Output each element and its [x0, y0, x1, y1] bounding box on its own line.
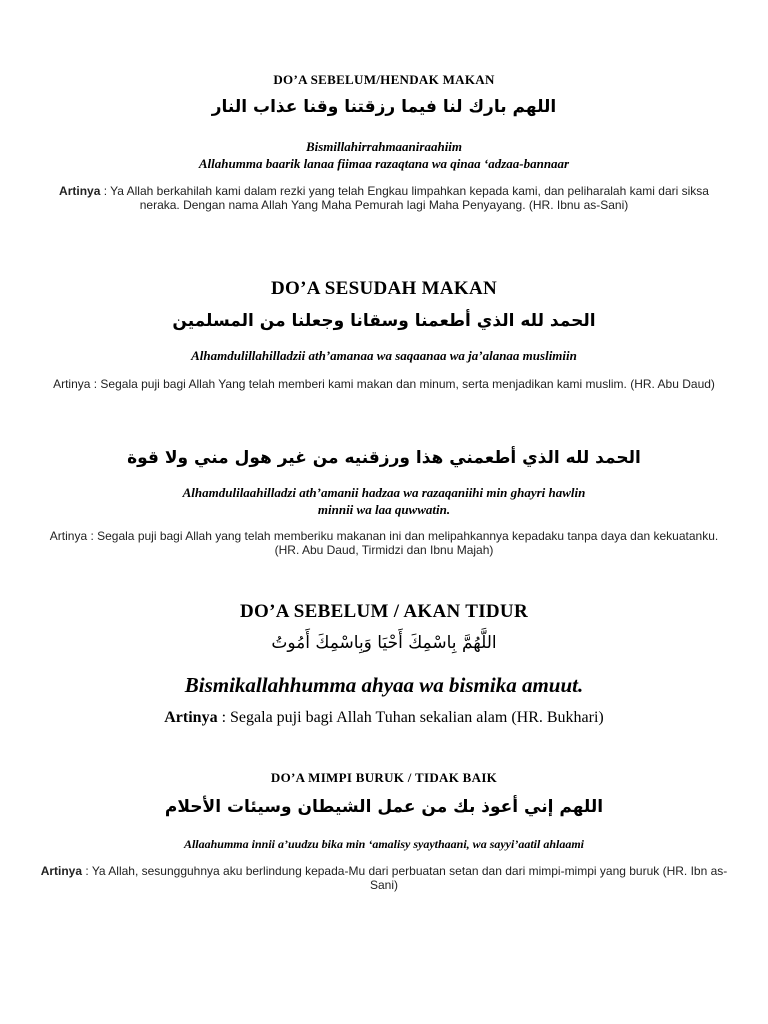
meaning-after-eating: Artinya : Segala puji bagi Allah Yang telah memberi kami makan dan minum, serta menjadikan kami muslim. (HR. Abu Daud)	[53, 377, 715, 391]
meaning-text: : Ya Allah, sesungguhnya aku berlindung kepada-Mu dari perbuatan setan dan dari mimpi-mimpi yang buruk (HR. Ibn as-Sani)	[82, 864, 728, 892]
latin-line: Bismillahirrahmaaniraahiim	[305, 139, 463, 154]
arabic-prayer-after-eating: الحمد لله الذي أطعمنا وسقانا وجعلنا من المسلمين	[172, 311, 596, 331]
meaning-after-eating-2: Artinya : Segala puji bagi Allah yang telah memberiku makanan ini dan melipahkannya kepadaku tanpa daya dan kekuatanku. (HR. Abu Daud, Tirmidzi dan Ibnu Majah)	[49, 529, 719, 557]
latin-prayer-before-sleeping	[40, 672, 728, 698]
section-title-bad-dream: DO’A MIMPI BURUK / TIDAK BAIK	[270, 770, 498, 785]
arabic-prayer-before-sleeping: اللَّهُمَّ بِاسْمِكَ أَحْيَا وَبِاسْمِكَ أَمُوتُ	[271, 633, 497, 653]
latin-prayer-before-eating	[40, 138, 728, 172]
arabic-prayer-before-eating: اللهم بارك لنا فيما رزقتنا وقنا عذاب النار	[211, 97, 557, 117]
latin-line: Allahumma baarik lanaa fiimaa razaqtana wa qinaa ‘adzaa-bannaar	[198, 156, 570, 171]
latin-line: Bismikallahhumma ahyaa wa bismika amuut.	[184, 673, 584, 697]
section-title-before-sleeping: DO’A SEBELUM / AKAN TIDUR	[240, 601, 528, 622]
meaning-text: : Segala puji bagi Allah Tuhan sekalian alam (HR. Bukhari)	[217, 709, 604, 726]
meaning-label: Artinya	[59, 184, 101, 198]
latin-line: minnii wa laa quwwatin.	[317, 502, 451, 517]
latin-line: Alhamdulillahilladzii ath’amanaa wa saqaanaa wa ja’alanaa muslimiin	[191, 348, 577, 363]
meaning-label: Artinya	[164, 709, 218, 726]
section-title-before-eating: DO’A SEBELUM/HENDAK MAKAN	[273, 72, 495, 87]
latin-line: Allaahumma innii a’uudzu bika min ‘amalisy syaythaani, wa sayyi’aatil ahlaami	[183, 837, 585, 851]
meaning-label: Artinya	[40, 864, 83, 878]
meaning-bad-dream	[40, 864, 728, 892]
arabic-prayer-after-eating-2: الحمد لله الذي أطعمني هذا ورزقنيه من غير هول مني ولا قوة	[127, 448, 641, 468]
meaning-before-eating	[40, 184, 728, 212]
latin-prayer-after-eating-2	[40, 484, 728, 518]
section-title-after-eating: DO’A SESUDAH MAKAN	[270, 278, 498, 299]
meaning-text: : Ya Allah berkahilah kami dalam rezki yang telah Engkau limpahkan kepada kami, dan peliharalah kami dari siksa neraka. Dengan nama Allah Yang Maha Pemurah lagi Maha Penyayang. (HR. Ibnu as-Sani)	[100, 184, 709, 212]
arabic-prayer-bad-dream: اللهم إني أعوذ بك من عمل الشيطان وسيئات الأحلام	[164, 797, 604, 817]
meaning-before-sleeping	[40, 709, 728, 727]
latin-prayer-after-eating	[40, 347, 728, 364]
latin-line: Alhamdulilaahilladzi ath’amanii hadzaa wa razaqaniihi min ghayri hawlin	[182, 485, 586, 500]
latin-prayer-bad-dream	[40, 836, 728, 852]
